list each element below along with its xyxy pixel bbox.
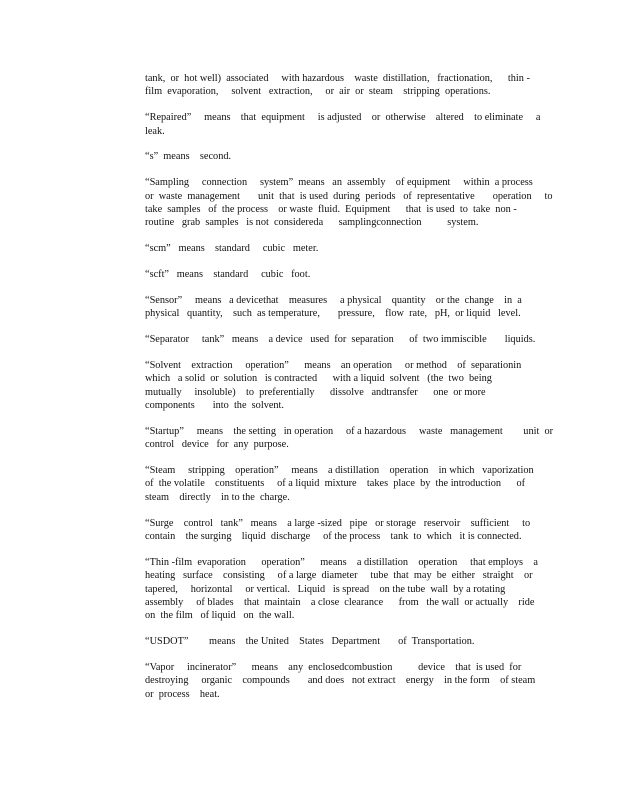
text-line: “Thin -film evaporation operation” means a distillation operation that employs a xyxy=(145,556,538,568)
text-line: components into the solvent. xyxy=(145,400,284,412)
text-line: or waste management unit that is used during periods of representative operation to xyxy=(145,190,553,202)
text-line: or process heat. xyxy=(145,688,220,700)
text-line: “Sampling connection system” means an assembly of equipment within a process xyxy=(145,177,533,189)
document-body xyxy=(145,72,554,714)
text-line: destroying organic compounds and does not extract energy in the form of steam xyxy=(145,675,536,687)
definition-paragraph xyxy=(145,556,545,623)
definition-paragraph xyxy=(145,268,545,281)
definition-paragraph xyxy=(145,176,553,230)
text-line: tapered, horizontal or vertical. Liquid is spread on the tube wall by a rotating xyxy=(145,583,506,595)
text-line: contain the surging liquid discharge of the process tank to which it is connected. xyxy=(145,531,522,543)
text-line: routine grab samples is not considereda samplingconnection system. xyxy=(145,217,479,229)
definition-paragraph xyxy=(145,425,554,452)
text-line: “Sensor” means a devicethat measures a physical quantity or the change in a xyxy=(145,294,522,306)
text-line: mutually insoluble) to preferentially dissolve andtransfer one or more xyxy=(145,386,486,398)
definition-paragraph xyxy=(145,294,545,321)
text-line: “scft” means standard cubic foot. xyxy=(145,269,311,281)
text-line: “scm” means standard cubic meter. xyxy=(145,243,319,255)
definition-paragraph xyxy=(145,111,545,138)
text-line: “Repaired” means that equipment is adjusted or otherwise altered to eliminate a xyxy=(145,112,541,124)
text-line: of the volatile constituents of a liquid mixture takes place by the introduction of xyxy=(145,478,526,490)
definition-paragraph xyxy=(145,72,545,99)
text-line: assembly of blades that maintain a close clearance from the wall or actually ride xyxy=(145,597,535,609)
definition-paragraph xyxy=(145,661,545,701)
text-line: tank, or hot well) associated with hazardous waste distillation, fractionation, thin - xyxy=(145,73,530,84)
text-line: take samples of the process or waste fluid. Equipment that is used to take non - xyxy=(145,204,517,216)
definition-paragraph xyxy=(145,635,545,648)
text-line: “Surge control tank” means a large -sized pipe or storage reservoir sufficient to xyxy=(145,517,531,529)
text-line: physical quantity, such as temperature, pressure, flow rate, pH, or liquid level. xyxy=(145,308,521,320)
definition-paragraph xyxy=(145,150,545,163)
text-line: “Solvent extraction operation” means an operation or method of separationin xyxy=(145,359,522,371)
definition-paragraph xyxy=(145,242,545,255)
text-line: steam directly in to the charge. xyxy=(145,491,290,503)
text-line: leak. xyxy=(145,125,165,137)
text-line: “Steam stripping operation” means a distillation operation in which vaporization xyxy=(145,465,534,477)
text-line: “USDOT” means the United States Department of Transportation. xyxy=(145,636,475,648)
definition-paragraph xyxy=(145,333,545,346)
text-line: on the film of liquid on the wall. xyxy=(145,610,295,622)
text-line: “Separator tank” means a device used for separation of two immiscible liquids. xyxy=(145,334,536,346)
text-line: “Vapor incinerator” means any enclosedcombustion device that is used for xyxy=(145,662,522,674)
definition-paragraph xyxy=(145,359,545,413)
definition-paragraph xyxy=(145,464,545,504)
text-line: “Startup” means the setting in operation of a hazardous waste management unit or xyxy=(145,425,554,437)
text-line: heating surface consisting of a large diameter tube that may be either straight or xyxy=(145,570,533,582)
text-line: “s” means second. xyxy=(145,151,232,163)
definition-paragraph xyxy=(145,517,545,544)
text-line: control device for any purpose. xyxy=(145,439,289,451)
text-line: which a solid or solution is contracted with a liquid solvent (the two being xyxy=(145,373,492,385)
text-line: film evaporation, solvent extraction, or air or steam stripping operations. xyxy=(145,86,491,98)
